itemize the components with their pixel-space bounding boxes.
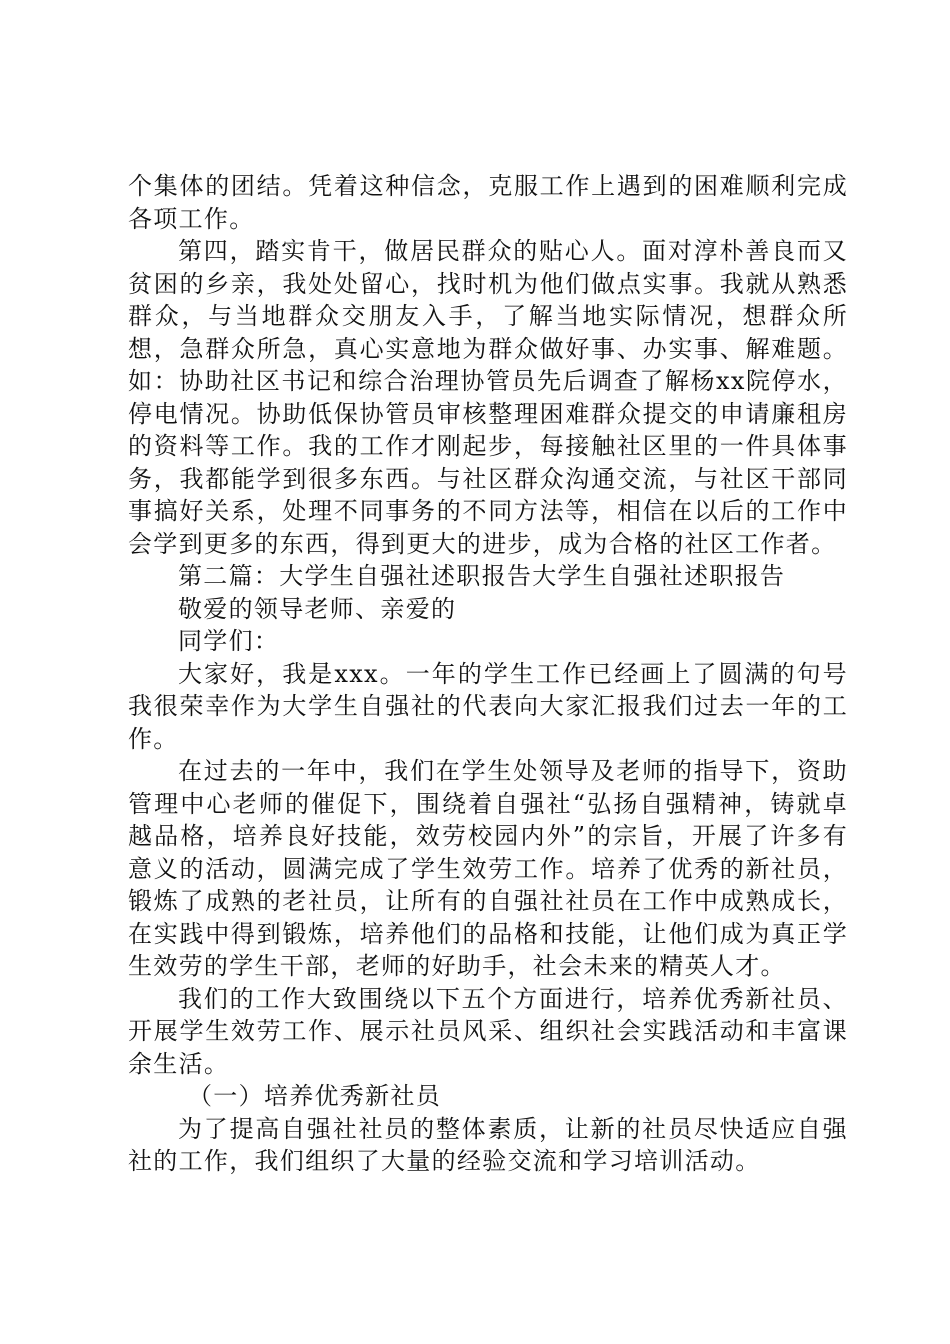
paragraph-past-year: 在过去的一年中，我们在学生处领导及老师的指导下，资助管理中心老师的催促下，围绕着自强社“弘扬自强精神，铸就卓越品格，培养良好技能，效劳校园内外”的宗旨，开展了许多有意义的活动，圆满完成了学生效劳工作。培养了优秀的新社员，锻炼了成熟的老社员，让所有的自强社社员在工作中成熟成长，在实践中得到锻炼，培养他们的品格和技能，让他们成为真正学生效劳的学生干部，老师的好助手，社会未来的精英人才。 [128,757,848,980]
paragraph-five-aspects: 我们的工作大致围绕以下五个方面进行，培养优秀新社员、开展学生效劳工作、展示社员风采、组织社会实践活动和丰富课余生活。 [128,984,848,1078]
paragraph-greeting: 大家好，我是xxx。一年的学生工作已经画上了圆满的句号我很荣幸作为大学生自强社的代表向大家汇报我们过去一年的工作。 [128,659,848,753]
salutation-line-1: 敬爱的领导老师、亲爱的 [178,594,457,623]
section-heading: 第二篇：大学生自强社述职报告大学生自强社述职报告 [178,562,786,590]
paragraph-2: 第四，踏实肯干，做居民群众的贴心人。面对淳朴善良而又贫困的乡亲，我处处留心，找时机为他们做点实事。我就从熟悉群众，与当地群众交朋友入手，了解当地实际情况，想群众所想，急群众所急，真心实意地为群众做好事、办实事、解难题。如：协助社区书记和综合治理协管员先后调查了解杨xx院停水，停电情况。协助低保协管员审核整理困难群众提交的申请廉租房的资料等工作。我的工作才刚起步，每接触社区里的一件具体事务，我都能学到很多东西。与社区群众沟通交流，与社区干部同事搞好关系，处理不同事务的不同方法等，相信在以后的工作中会学到更多的东西，得到更大的进步，成为合格的社区工作者。 [128,237,848,558]
salutation-line-2: 同学们： [178,627,280,655]
document-body [128,170,848,1178]
paragraph-1: 个集体的团结。凭着这种信念，克服工作上遇到的困难顺利完成各项工作。 [128,172,848,233]
subheading-1: （一）培养优秀新社员 [188,1082,441,1110]
paragraph-training: 为了提高自强社社员的整体素质，让新的社员尽快适应自强社的工作，我们组织了大量的经验交流和学习培训活动。 [128,1114,848,1175]
